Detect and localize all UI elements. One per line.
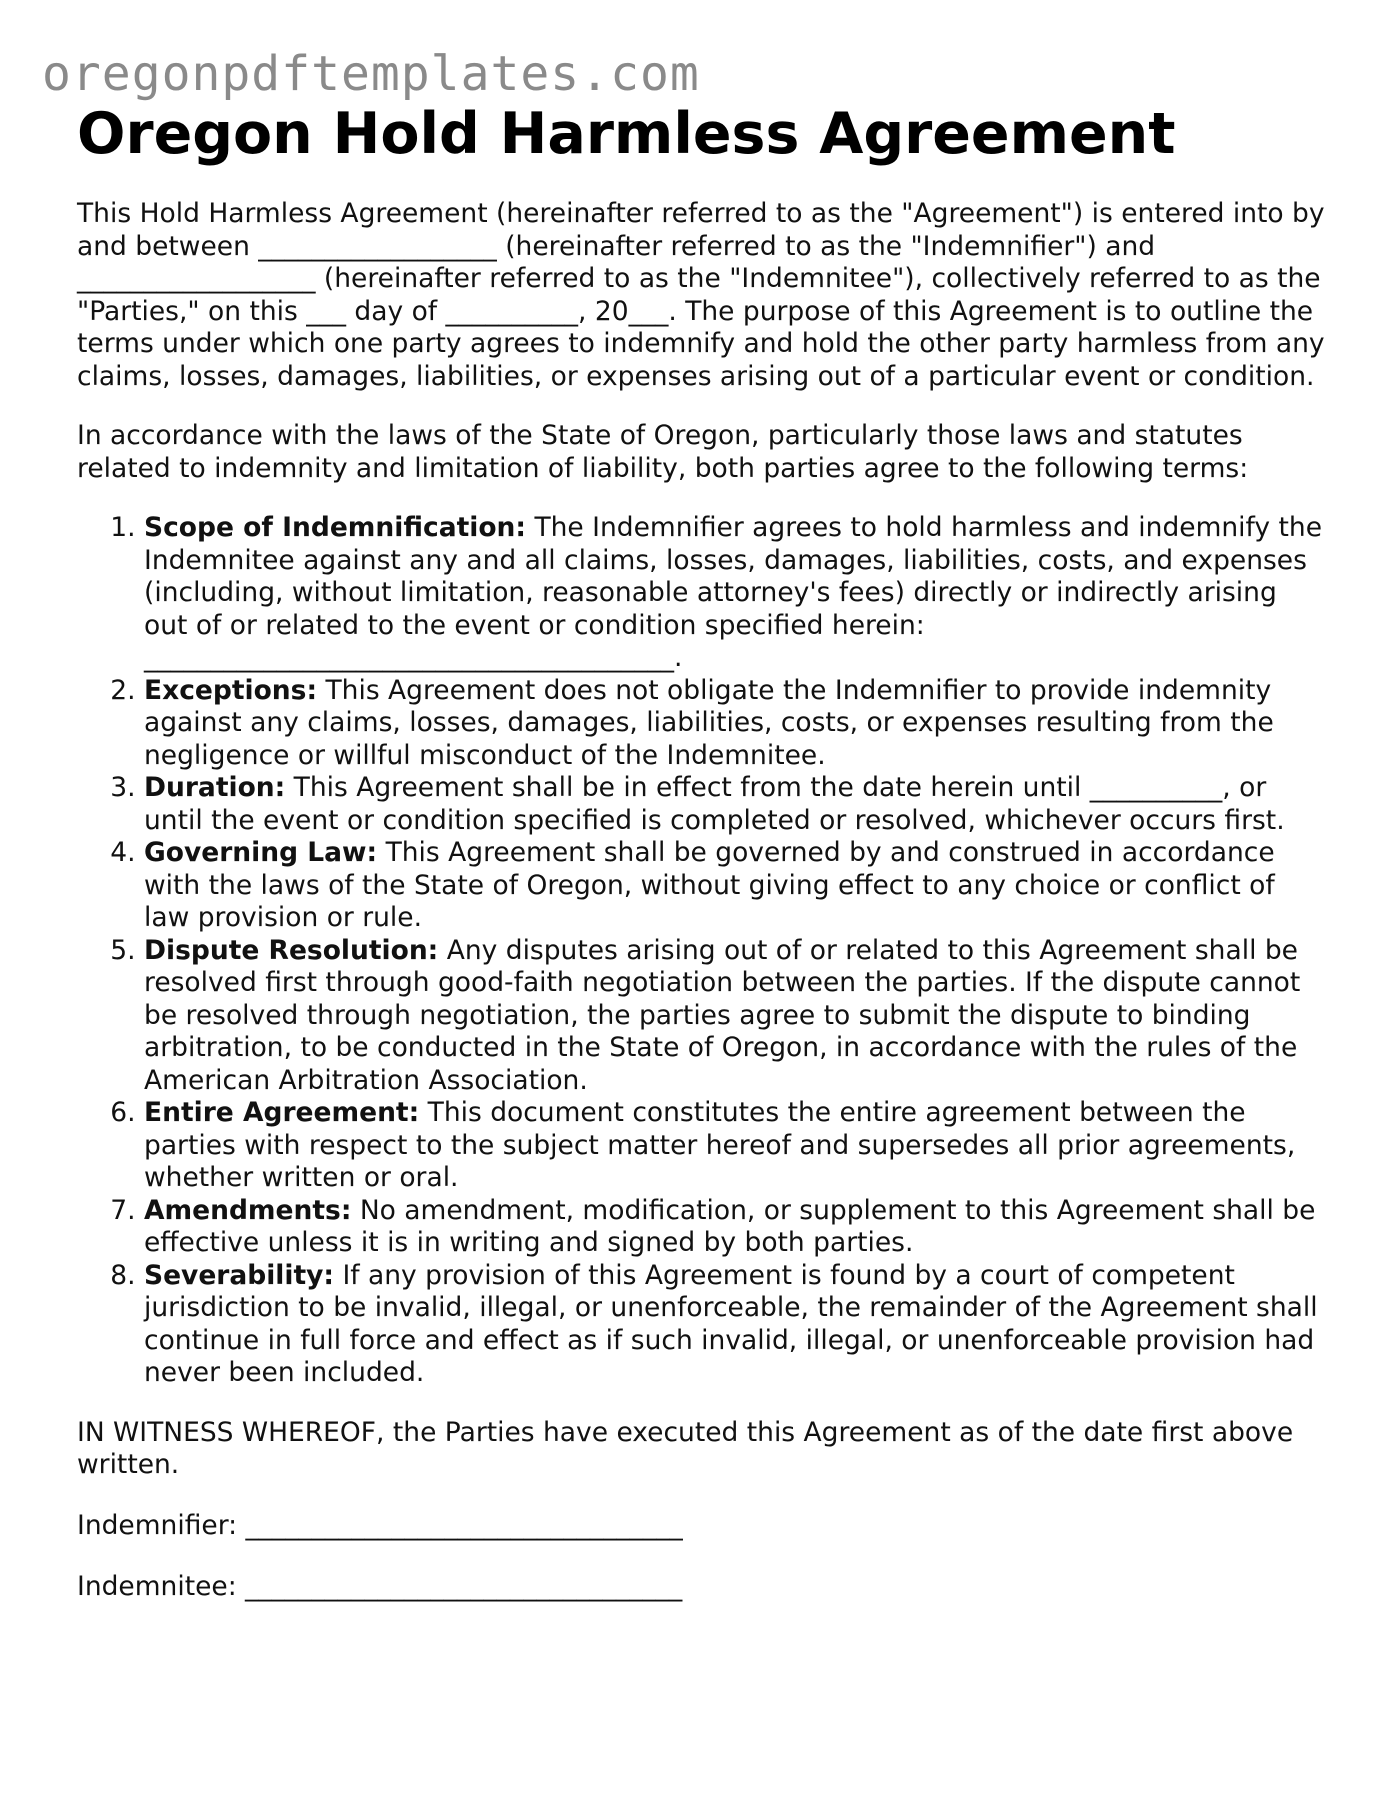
term-governing-law xyxy=(144,837,1327,935)
term-text: The Indemnifier agrees to hold harmless and indemnify the Indemnitee against any and all claims, losses, damages, liabilities, costs, and expenses (including, without limitation, reasonable attorney's fees) directly or indirectly arising out of or related to the event or condition specified herein: ________________________________________. xyxy=(144,512,1322,673)
term-heading: Governing Law: xyxy=(144,837,378,868)
term-text: Any disputes arising out of or related to this Agreement shall be resolved first through good-faith negotiation between the parties. If the dispute cannot be resolved through negotiation, the parties agree to submit the dispute to binding arbitration, to be conducted in the State of Oregon, in accordance with the rules of the American Arbitration Association. xyxy=(144,934,1301,1096)
term-duration xyxy=(144,772,1327,837)
site-watermark: oregonpdftemplates.com xyxy=(42,46,700,102)
witness-paragraph: IN WITNESS WHEREOF, the Parties have executed this Agreement as of the date first above written. xyxy=(77,1416,1294,1480)
term-text: This Agreement shall be in effect from the date herein until __________, or until the event or condition specified is completed or resolved, whichever occurs first. xyxy=(144,772,1285,836)
term-exceptions xyxy=(144,675,1327,773)
term-text: This Agreement shall be governed by and construed in accordance with the laws of the State of Oregon, without giving effect to any choice or conflict of law provision or rule. xyxy=(144,837,1275,933)
term-scope xyxy=(144,512,1327,675)
document-title: Oregon Hold Harmless Agreement xyxy=(77,101,1176,167)
term-heading: Severability: xyxy=(144,1259,335,1291)
terms-list xyxy=(77,512,1327,1390)
indemnitee-signature-line: Indemnitee: _________________________________ xyxy=(77,1571,683,1602)
term-dispute-resolution xyxy=(144,935,1327,1098)
term-heading: Exceptions: xyxy=(144,674,318,706)
term-heading: Entire Agreement: xyxy=(144,1097,420,1128)
term-heading: Duration: xyxy=(144,772,286,803)
term-heading: Dispute Resolution: xyxy=(144,934,439,966)
term-heading: Scope of Indemnification: xyxy=(144,512,527,543)
term-text: This document constitutes the entire agreement between the parties with respect to the subject matter hereof and supersedes all prior agreements, whether written or oral. xyxy=(144,1097,1296,1193)
term-amendments xyxy=(144,1195,1327,1260)
term-text: If any provision of this Agreement is found by a court of competent jurisdiction to be invalid, illegal, or unenforceable, the remainder of the Agreement shall continue in full force and effect as if such invalid, illegal, or unenforceable provision had never been included. xyxy=(144,1259,1318,1388)
document-page xyxy=(77,100,1327,1604)
laws-paragraph: In accordance with the laws of the State of Oregon, particularly those laws and statutes related to indemnity and limitation of liability, both parties agree to the following terms: xyxy=(77,420,1249,484)
term-text: No amendment, modification, or supplement to this Agreement shall be effective unless it is in writing and signed by both parties. xyxy=(144,1194,1316,1258)
term-text: This Agreement does not obligate the Indemnifier to provide indemnity against any claims, losses, damages, liabilities, costs, or expenses resulting from the negligence or willful misconduct of the Indemnitee. xyxy=(144,674,1274,771)
term-heading: Amendments: xyxy=(144,1194,352,1226)
term-severability xyxy=(144,1260,1327,1390)
intro-paragraph: This Hold Harmless Agreement (hereinafter referred to as the "Agreement") is entered into by and between __________________ (hereinafter referred to as the "Indemnifier") and __________________ (hereinafter referred to as the "Indemnitee"), collectively referred to as the "Parties," on this ___ day of __________, 20___. The purpose of this Agreement is to outline the terms under which one party agrees to indemnify and hold the other party harmless from any claims, losses, damages, liabilities, or expenses arising out of a particular event or condition. xyxy=(77,198,1325,392)
indemnifier-signature-line: Indemnifier: _________________________________ xyxy=(77,1509,683,1541)
term-entire-agreement xyxy=(144,1097,1327,1195)
